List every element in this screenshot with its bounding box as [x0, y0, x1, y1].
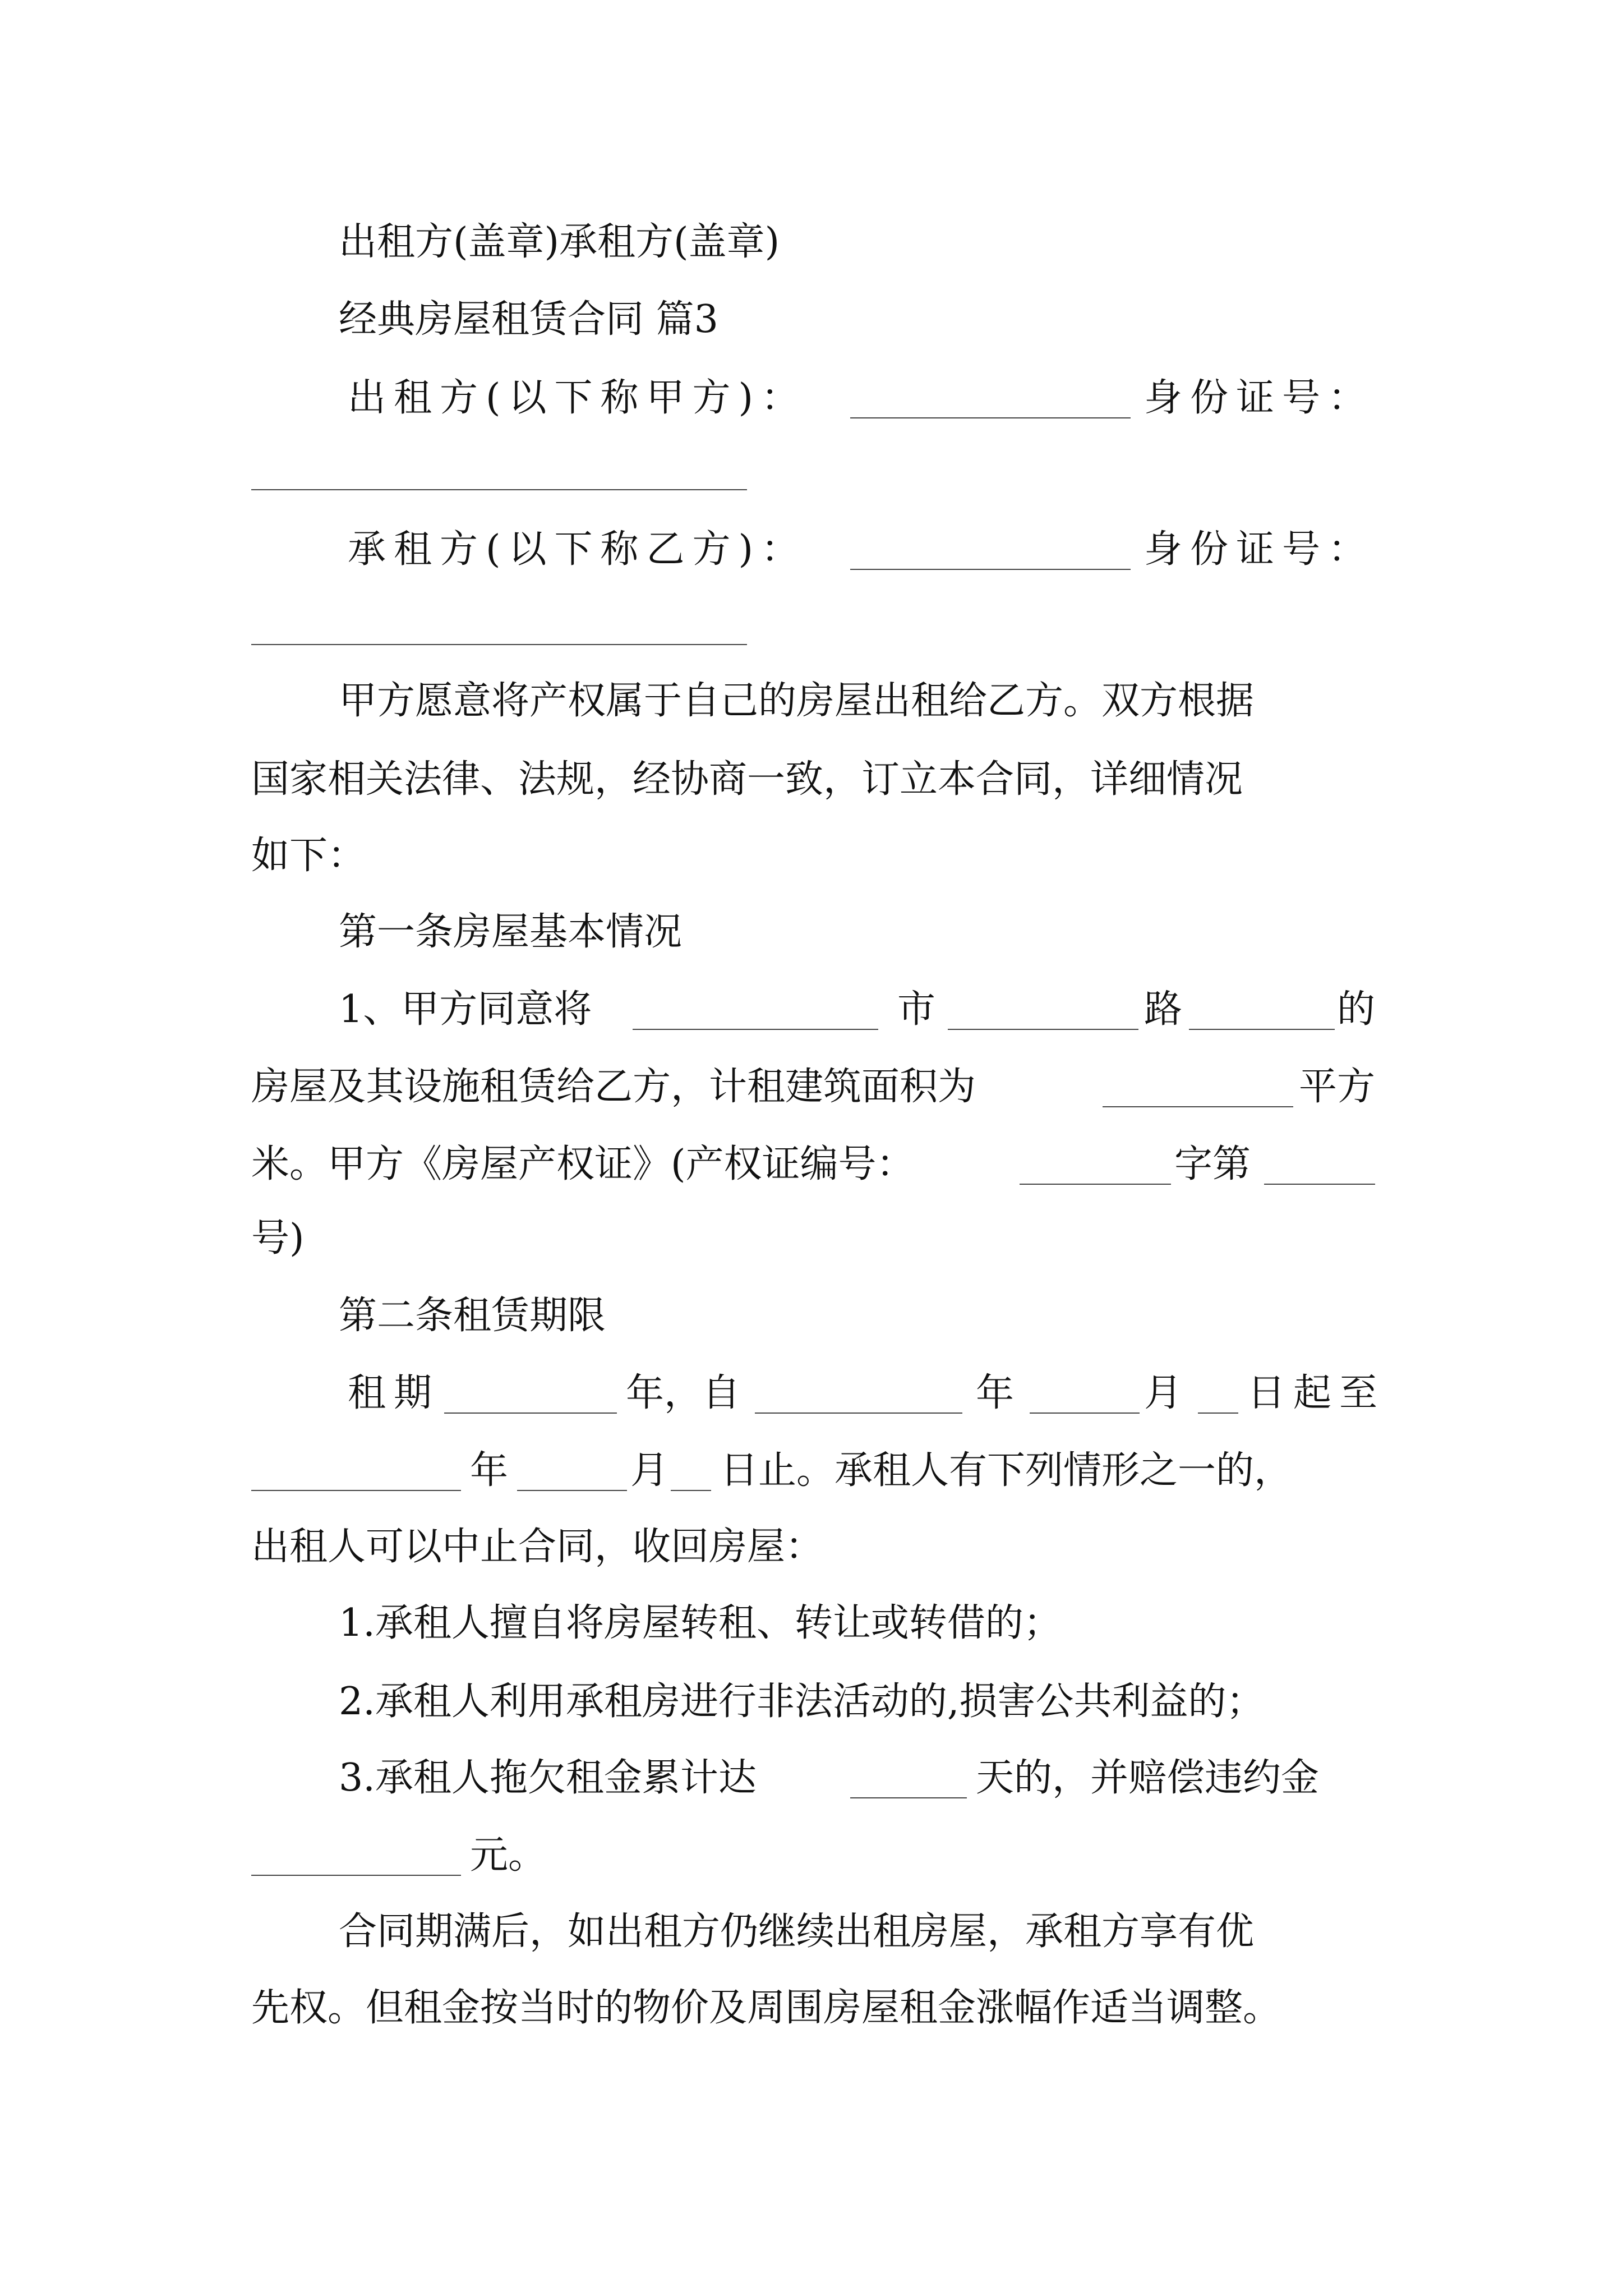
road-label: 路	[1144, 987, 1183, 1032]
article-1-title: 第一条房屋基本情况	[339, 910, 683, 954]
certificate-zi-label: 字第	[1174, 1142, 1251, 1186]
term-label: 租期	[348, 1371, 440, 1415]
end-year-blank	[251, 1490, 461, 1491]
end-day-blank	[671, 1490, 711, 1491]
start-day-label: 日起至	[1247, 1371, 1386, 1415]
start-month-blank	[1030, 1412, 1140, 1414]
lessee-id-label: 身份证号：	[1144, 527, 1375, 572]
number-blank	[1189, 1029, 1335, 1030]
certificate-number-blank	[1264, 1184, 1375, 1185]
start-year-label: 年	[976, 1371, 1015, 1415]
renewal-text-2: 先权。但租金按当时的物价及周围房屋租金涨幅作适当调整。	[251, 1986, 1281, 2030]
termination-item-3-label: 3.承租人拖欠租金累计达	[339, 1756, 757, 1800]
termination-item-2: 2.承租人利用承租房进行非法活动的,损害公共利益的；	[339, 1680, 1265, 1724]
area-unit: 平方	[1299, 1065, 1376, 1109]
term-from-label: 年，自	[626, 1371, 741, 1415]
signature-text: 出租方(盖章)承租方(盖章)	[339, 220, 780, 264]
lessor-id-blank	[251, 489, 747, 490]
certificate-end: 号)	[251, 1216, 305, 1260]
penalty-amount-blank	[251, 1875, 461, 1876]
termination-intro: 出租人可以中止合同，收回房屋：	[251, 1525, 824, 1569]
lessor-id-label: 身份证号：	[1144, 376, 1375, 420]
section-title-text: 经典房屋租赁合同 篇3	[339, 297, 718, 342]
lessee-name-blank	[850, 569, 1131, 570]
lessee-id-blank	[251, 644, 747, 645]
termination-item-1: 1.承租人擅自将房屋转租、转让或转借的；	[339, 1601, 1062, 1645]
term-years-blank	[444, 1412, 617, 1414]
start-year-blank	[755, 1412, 962, 1414]
renewal-text-1: 合同期满后，如出租方仍继续出租房屋，承租方享有优	[339, 1910, 1255, 1954]
end-month-blank	[517, 1490, 627, 1491]
intro-text-2: 国家相关法律、法规，经协商一致，订立本合同，详细情况	[251, 757, 1243, 802]
lessor-name-blank	[850, 417, 1131, 418]
end-month-label: 月	[630, 1448, 669, 1493]
area-text: 房屋及其设施租赁给乙方，计租建筑面积为	[251, 1065, 976, 1109]
city-label: 市	[897, 987, 936, 1032]
intro-text-1: 甲方愿意将产权属于自己的房屋出租给乙方。双方根据	[339, 679, 1255, 723]
certificate-text: 米。甲方《房屋产权证》(产权证编号：	[251, 1142, 915, 1186]
end-year-label: 年	[470, 1448, 509, 1493]
clause-1-label: 1、甲方同意将	[339, 987, 592, 1032]
end-day-text: 日止。承租人有下列情形之一的，	[720, 1448, 1293, 1493]
of-label: 的	[1337, 987, 1376, 1032]
city-blank	[633, 1029, 878, 1030]
penalty-unit: 元。	[470, 1833, 547, 1878]
article-2-title: 第二条租赁期限	[339, 1294, 606, 1338]
lessee-label: 承租方(以下称乙方)：	[348, 527, 808, 572]
area-blank	[1103, 1106, 1293, 1107]
intro-text-3: 如下：	[251, 834, 366, 878]
start-day-blank	[1198, 1412, 1238, 1414]
certificate-prefix-blank	[1020, 1184, 1171, 1185]
start-month-label: 月	[1144, 1371, 1183, 1415]
termination-item-3-text: 天的，并赔偿违约金	[976, 1756, 1320, 1800]
lessor-label: 出租方(以下称甲方)：	[348, 376, 808, 420]
road-blank	[948, 1029, 1138, 1030]
overdue-days-blank	[850, 1797, 967, 1798]
